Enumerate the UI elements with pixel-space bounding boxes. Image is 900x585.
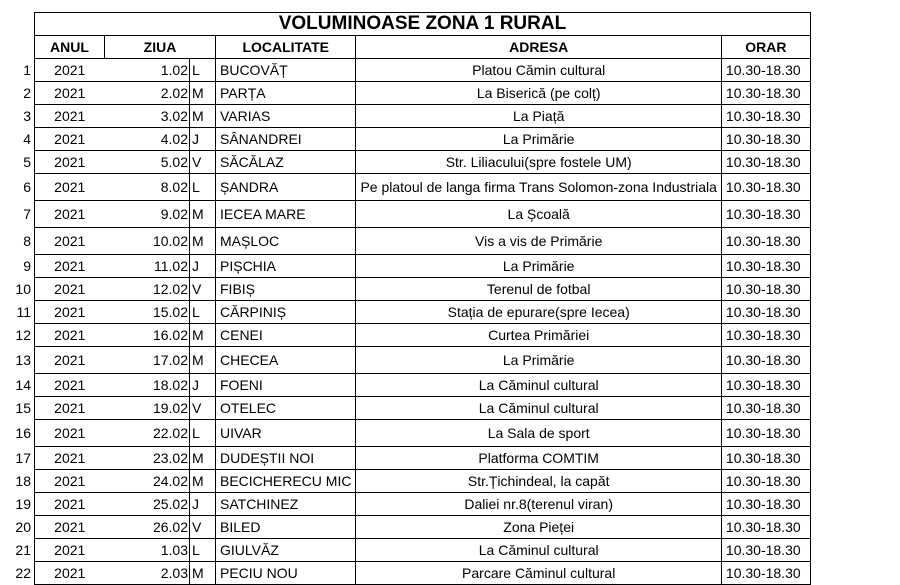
cell-orar: 10.30-18.30 — [721, 228, 810, 255]
cell-orar: 10.30-18.30 — [721, 470, 810, 493]
table-row — [6, 59, 810, 82]
cell-localitate: MAȘLOC — [216, 228, 356, 255]
cell-localitate: BECICHERECU MIC — [216, 470, 356, 493]
cell-an: 2021 — [35, 151, 105, 174]
cell-localitate: DUDEȘTII NOI — [216, 447, 356, 470]
cell-date: 24.02 — [105, 470, 190, 493]
cell-adresa: La Căminul cultural — [356, 539, 721, 562]
table-row — [6, 420, 810, 447]
cell-adresa: La Căminul cultural — [356, 397, 721, 420]
row-number: 12 — [15, 327, 31, 343]
cell-orar: 10.30-18.30 — [721, 516, 810, 539]
header-orar: ORAR — [721, 36, 810, 59]
row-number: 2 — [23, 85, 31, 101]
cell-localitate: VARIAS — [216, 105, 356, 128]
row-number: 1 — [23, 62, 31, 78]
cell-date: 16.02 — [105, 324, 190, 347]
row-number: 16 — [15, 425, 31, 441]
header-an: ANUL — [35, 36, 105, 59]
cell-an: 2021 — [35, 562, 105, 585]
cell-day: M — [190, 228, 216, 255]
cell-adresa: La Biserică (pe colț) — [356, 82, 721, 105]
cell-day: M — [190, 324, 216, 347]
table-row — [6, 82, 810, 105]
cell-date: 15.02 — [105, 301, 190, 324]
cell-an: 2021 — [35, 374, 105, 397]
header-ziua: ZIUA — [105, 36, 216, 59]
header-adresa: ADRESA — [356, 36, 721, 59]
row-number: 17 — [15, 450, 31, 466]
cell-localitate: PARȚA — [216, 82, 356, 105]
cell-an: 2021 — [35, 301, 105, 324]
cell-date: 17.02 — [105, 347, 190, 374]
cell-orar: 10.30-18.30 — [721, 397, 810, 420]
cell-day: V — [190, 151, 216, 174]
row-number-header — [6, 36, 35, 59]
cell-adresa: La Căminul cultural — [356, 374, 721, 397]
row-number: 9 — [23, 258, 31, 274]
table-row — [6, 105, 810, 128]
cell-localitate: ȘANDRA — [216, 174, 356, 201]
cell-orar: 10.30-18.30 — [721, 105, 810, 128]
cell-orar: 10.30-18.30 — [721, 174, 810, 201]
cell-day: L — [190, 420, 216, 447]
cell-adresa: Curtea Primăriei — [356, 324, 721, 347]
cell-date: 8.02 — [105, 174, 190, 201]
cell-orar: 10.30-18.30 — [721, 201, 810, 228]
cell-day: M — [190, 447, 216, 470]
cell-an: 2021 — [35, 82, 105, 105]
header-row — [6, 36, 810, 59]
cell-adresa: La Primărie — [356, 347, 721, 374]
cell-day: M — [190, 347, 216, 374]
cell-date: 22.02 — [105, 420, 190, 447]
row-number: 22 — [15, 565, 31, 581]
cell-day: M — [190, 82, 216, 105]
cell-adresa: Str. Liliacului(spre fostele UM) — [356, 151, 721, 174]
cell-orar: 10.30-18.30 — [721, 324, 810, 347]
cell-orar: 10.30-18.30 — [721, 447, 810, 470]
cell-orar: 10.30-18.30 — [721, 493, 810, 516]
row-number: 4 — [23, 131, 31, 147]
cell-localitate: BILED — [216, 516, 356, 539]
cell-an: 2021 — [35, 470, 105, 493]
table-row — [6, 397, 810, 420]
cell-orar: 10.30-18.30 — [721, 301, 810, 324]
row-number: 6 — [23, 179, 31, 195]
table-row — [6, 470, 810, 493]
cell-date: 9.02 — [105, 201, 190, 228]
table-row — [6, 562, 810, 585]
cell-an: 2021 — [35, 420, 105, 447]
cell-adresa: La Piață — [356, 105, 721, 128]
schedule-table — [6, 12, 811, 585]
cell-localitate: CENEI — [216, 324, 356, 347]
cell-date: 18.02 — [105, 374, 190, 397]
cell-adresa: Platforma COMTIM — [356, 447, 721, 470]
cell-adresa: La Sala de sport — [356, 420, 721, 447]
cell-day: L — [190, 539, 216, 562]
table-row — [6, 174, 810, 201]
row-number: 14 — [15, 377, 31, 393]
cell-orar: 10.30-18.30 — [721, 347, 810, 374]
cell-localitate: IECEA MARE — [216, 201, 356, 228]
cell-day: M — [190, 201, 216, 228]
cell-an: 2021 — [35, 278, 105, 301]
table-title: VOLUMINOASE ZONA 1 RURAL — [35, 13, 811, 36]
cell-date: 1.02 — [105, 59, 190, 82]
cell-date: 12.02 — [105, 278, 190, 301]
row-number: 3 — [23, 108, 31, 124]
cell-localitate: FIBIȘ — [216, 278, 356, 301]
row-number: 20 — [15, 519, 31, 535]
cell-an: 2021 — [35, 324, 105, 347]
row-number-header — [6, 13, 35, 36]
cell-adresa: La Școală — [356, 201, 721, 228]
cell-day: J — [190, 493, 216, 516]
table-row — [6, 201, 810, 228]
cell-localitate: PECIU NOU — [216, 562, 356, 585]
cell-adresa: La Primărie — [356, 128, 721, 151]
cell-orar: 10.30-18.30 — [721, 374, 810, 397]
cell-date: 3.02 — [105, 105, 190, 128]
cell-day: M — [190, 105, 216, 128]
row-number: 18 — [15, 473, 31, 489]
cell-day: J — [190, 374, 216, 397]
table-row — [6, 301, 810, 324]
table-row — [6, 539, 810, 562]
cell-orar: 10.30-18.30 — [721, 59, 810, 82]
cell-day: J — [190, 255, 216, 278]
cell-adresa: Terenul de fotbal — [356, 278, 721, 301]
cell-date: 26.02 — [105, 516, 190, 539]
cell-day: M — [190, 470, 216, 493]
cell-localitate: SÂNANDREI — [216, 128, 356, 151]
cell-adresa: Zona Pieței — [356, 516, 721, 539]
cell-day: V — [190, 516, 216, 539]
cell-adresa: Platou Cămin cultural — [356, 59, 721, 82]
cell-orar: 10.30-18.30 — [721, 539, 810, 562]
row-number: 15 — [15, 400, 31, 416]
cell-an: 2021 — [35, 447, 105, 470]
cell-localitate: OTELEC — [216, 397, 356, 420]
row-number: 10 — [15, 281, 31, 297]
row-number: 5 — [23, 154, 31, 170]
cell-adresa: Pe platoul de langa firma Trans Solomon-zona Industriala — [356, 174, 721, 201]
cell-orar: 10.30-18.30 — [721, 255, 810, 278]
cell-orar: 10.30-18.30 — [721, 562, 810, 585]
cell-an: 2021 — [35, 255, 105, 278]
row-number: 11 — [16, 304, 31, 320]
row-number: 8 — [23, 233, 31, 249]
cell-orar: 10.30-18.30 — [721, 82, 810, 105]
title-row — [6, 13, 810, 36]
cell-adresa: Str.Țichindeal, la capăt — [356, 470, 721, 493]
cell-date: 5.02 — [105, 151, 190, 174]
cell-day: M — [190, 562, 216, 585]
row-number: 13 — [15, 352, 31, 368]
cell-localitate: FOENI — [216, 374, 356, 397]
cell-adresa: Vis a vis de Primărie — [356, 228, 721, 255]
cell-an: 2021 — [35, 105, 105, 128]
cell-localitate: GIULVĂZ — [216, 539, 356, 562]
cell-orar: 10.30-18.30 — [721, 128, 810, 151]
cell-date: 19.02 — [105, 397, 190, 420]
cell-an: 2021 — [35, 59, 105, 82]
cell-date: 25.02 — [105, 493, 190, 516]
cell-an: 2021 — [35, 128, 105, 151]
table-row — [6, 347, 810, 374]
cell-day: L — [190, 59, 216, 82]
cell-localitate: SATCHINEZ — [216, 493, 356, 516]
cell-date: 4.02 — [105, 128, 190, 151]
cell-an: 2021 — [35, 516, 105, 539]
cell-adresa: Stația de epurare(spre Iecea) — [356, 301, 721, 324]
table-body — [6, 59, 810, 585]
cell-date: 1.03 — [105, 539, 190, 562]
cell-date: 2.02 — [105, 82, 190, 105]
cell-date: 2.03 — [105, 562, 190, 585]
cell-adresa: La Primărie — [356, 255, 721, 278]
cell-localitate: CHECEA — [216, 347, 356, 374]
table-row — [6, 228, 810, 255]
cell-localitate: UIVAR — [216, 420, 356, 447]
cell-an: 2021 — [35, 347, 105, 374]
row-number: 21 — [15, 542, 31, 558]
cell-localitate: BUCOVĂȚ — [216, 59, 356, 82]
cell-adresa: Parcare Căminul cultural — [356, 562, 721, 585]
cell-orar: 10.30-18.30 — [721, 151, 810, 174]
row-number: 7 — [23, 206, 31, 222]
cell-day: V — [190, 397, 216, 420]
table-row — [6, 128, 810, 151]
table-row — [6, 255, 810, 278]
cell-day: L — [190, 174, 216, 201]
cell-date: 11.02 — [105, 255, 190, 278]
table-row — [6, 374, 810, 397]
cell-an: 2021 — [35, 228, 105, 255]
row-number: 19 — [15, 496, 31, 512]
table-row — [6, 324, 810, 347]
cell-localitate: CĂRPINIȘ — [216, 301, 356, 324]
table-row — [6, 447, 810, 470]
cell-day: J — [190, 128, 216, 151]
cell-an: 2021 — [35, 201, 105, 228]
cell-an: 2021 — [35, 174, 105, 201]
cell-adresa: Daliei nr.8(terenul viran) — [356, 493, 721, 516]
cell-an: 2021 — [35, 539, 105, 562]
table-row — [6, 493, 810, 516]
cell-day: V — [190, 278, 216, 301]
cell-an: 2021 — [35, 397, 105, 420]
cell-day: L — [190, 301, 216, 324]
cell-date: 23.02 — [105, 447, 190, 470]
cell-orar: 10.30-18.30 — [721, 420, 810, 447]
cell-localitate: PIȘCHIA — [216, 255, 356, 278]
table-row — [6, 278, 810, 301]
table-row — [6, 516, 810, 539]
cell-an: 2021 — [35, 493, 105, 516]
header-localitate: LOCALITATE — [216, 36, 356, 59]
cell-localitate: SĂCĂLAZ — [216, 151, 356, 174]
table-row — [6, 151, 810, 174]
cell-orar: 10.30-18.30 — [721, 278, 810, 301]
cell-date: 10.02 — [105, 228, 190, 255]
